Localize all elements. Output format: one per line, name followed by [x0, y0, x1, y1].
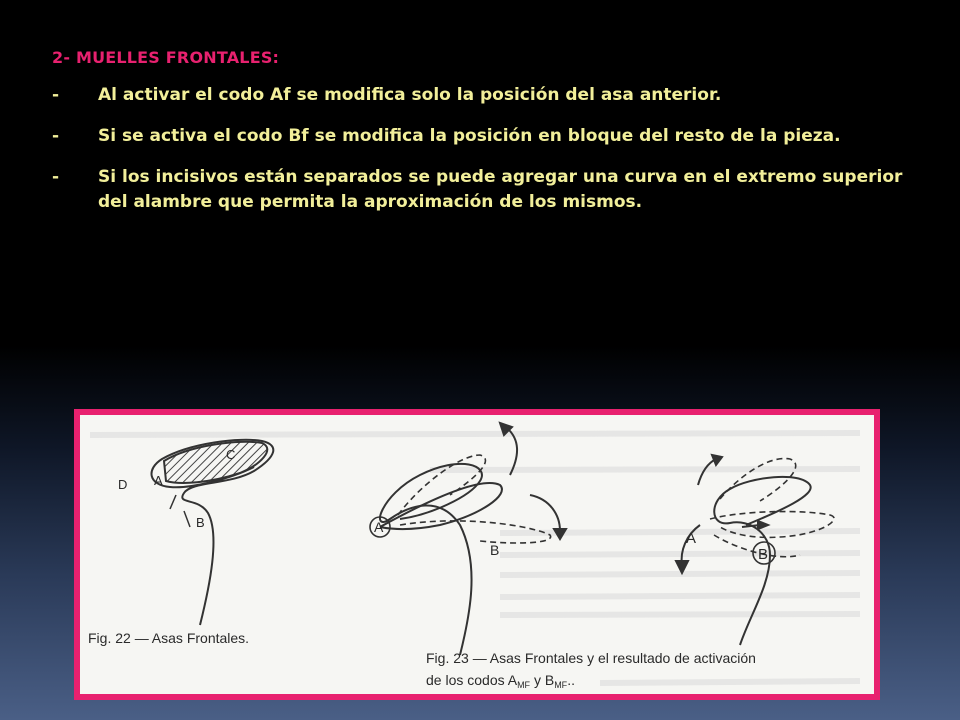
- fig22-label-b: B: [196, 515, 205, 530]
- bullet-text: Si se activa el codo Bf se modifica la posición en bloque del resto de la pieza.: [98, 126, 841, 146]
- fig23-caption-line2: [426, 672, 575, 690]
- fig24-label-a: A: [686, 530, 697, 547]
- fig24-label-b: B: [758, 546, 769, 563]
- bullet-dash: -: [52, 126, 60, 146]
- bullet-item: [52, 165, 912, 215]
- bullet-text: Si los incisivos están separados se puede agregar una curva en el extremo superior del alambre que permita la aproximación de los mismos.: [98, 167, 903, 212]
- figure-frame: [74, 409, 880, 700]
- fig22-drawing: [152, 440, 274, 625]
- bullet-item: [52, 124, 912, 149]
- bullet-dash: -: [52, 85, 60, 105]
- fig23-caption-line2-pre: de los codos A: [426, 672, 518, 688]
- slide-text: [52, 48, 912, 231]
- fig23-caption-line2-end: ..: [567, 672, 575, 688]
- fig23-label-b: B: [490, 542, 500, 558]
- fig22-label-d: D: [118, 477, 128, 492]
- fig23-caption-line1: Fig. 23 — Asas Frontales y el resultado de activación: [426, 650, 756, 666]
- bullet-item: [52, 83, 912, 108]
- fig23-sub-a: MF: [517, 680, 531, 690]
- section-heading: 2- MUELLES FRONTALES:: [52, 48, 280, 67]
- fig23-sub-b: MF: [554, 680, 568, 690]
- figure-drawings: [80, 415, 874, 694]
- bullet-dash: -: [52, 167, 60, 187]
- fig22-caption: Fig. 22 — Asas Frontales.: [88, 630, 250, 646]
- fig22-label-a: A: [154, 473, 163, 488]
- fig23-label-a: A: [374, 519, 384, 535]
- fig23-drawing: [380, 423, 566, 655]
- bullet-text: Al activar el codo Af se modifica solo la posición del asa anterior.: [98, 85, 722, 105]
- fig22-label-c: C: [226, 447, 236, 462]
- fig23-caption-line2-mid: y B: [530, 672, 555, 688]
- figure-scan: [80, 415, 874, 694]
